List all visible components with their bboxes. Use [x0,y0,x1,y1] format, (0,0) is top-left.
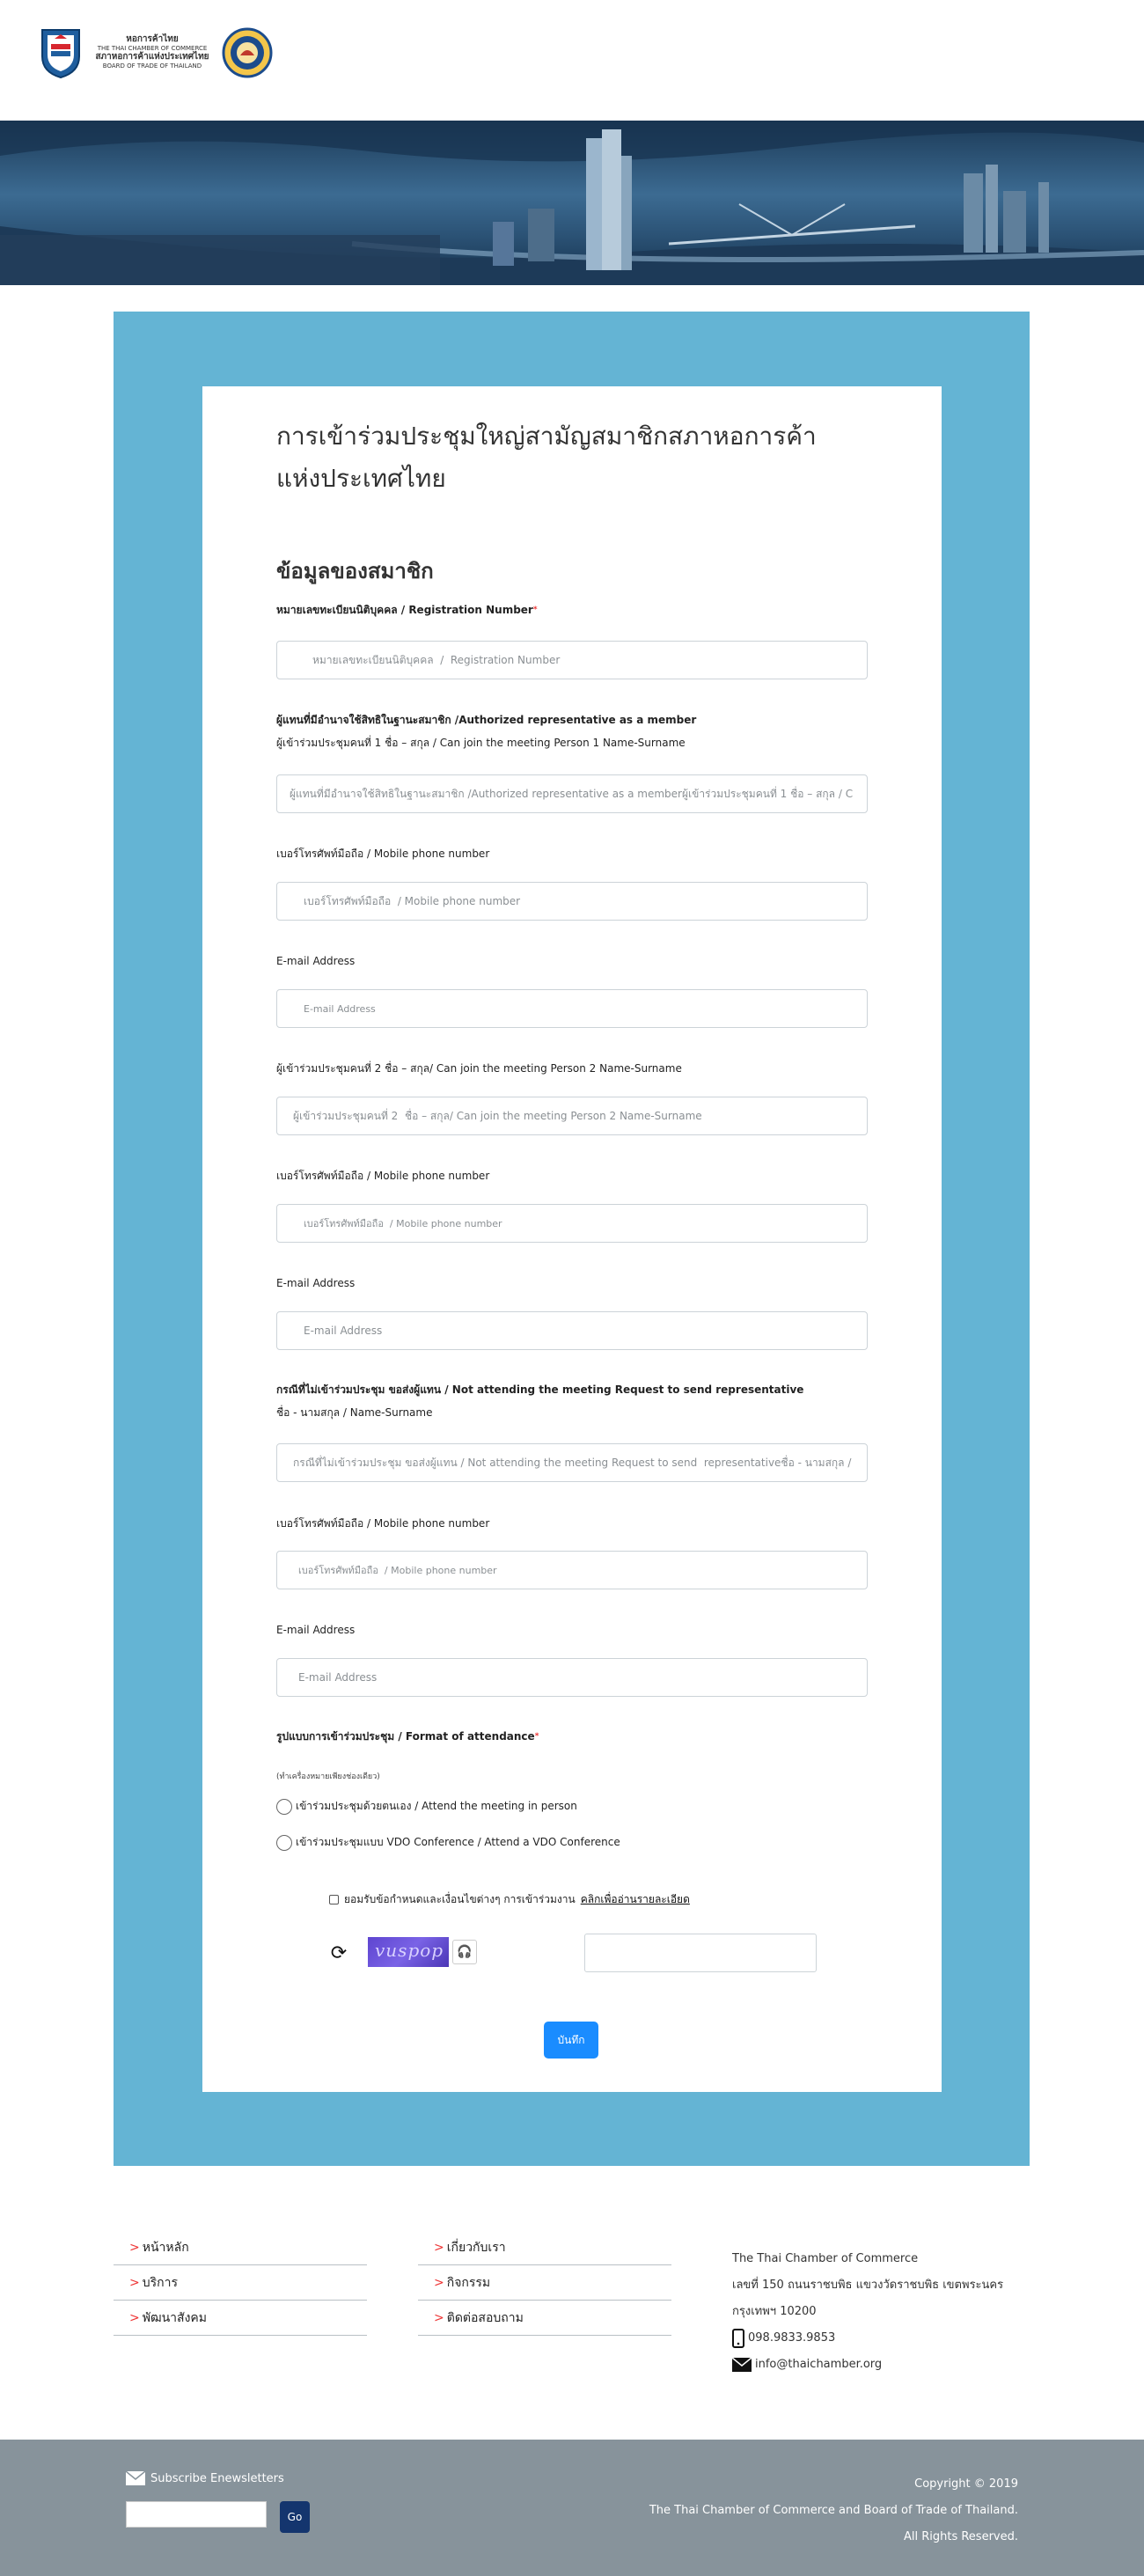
representative-phone-input[interactable] [276,1551,868,1589]
bottom-bar [0,2440,1144,2576]
subscribe-go-button[interactable]: Go [280,2501,310,2533]
contact-phone-row[interactable] [732,2325,1014,2352]
site-header [0,0,1144,121]
subscribe-email-input[interactable] [126,2501,267,2528]
thai-chamber-shield-icon [39,26,83,79]
representative-label: ผู้แทนที่มีอำนาจใช้สิทธิในฐานะสมาชิก /Authorized representative as a member [276,714,697,726]
attendance-format-note: (ทำเครื่องหมายเพียงช่องเดียว) [276,1772,380,1781]
person1-email-input[interactable] [276,989,868,1028]
option-in-person[interactable] [276,1798,577,1815]
option-in-person-label: เข้าร่วมประชุมด้วยตนเอง / Attend the meeting in person [296,1800,577,1812]
person2-name-input[interactable] [276,1097,868,1135]
representative-email-input[interactable] [276,1658,868,1697]
logo-thai-name: หอการค้าไทย [126,34,179,44]
chevron-right-icon: > [129,2276,140,2290]
footer-link-about[interactable] [418,2230,671,2265]
board-of-trade-seal-icon [222,27,273,78]
option-vdo-label: เข้าร่วมประชุมแบบ VDO Conference / Attend a VDO Conference [296,1836,620,1848]
representative-email-label: E-mail Address [276,1624,356,1636]
person2-email-input[interactable] [276,1311,868,1350]
contact-org: The Thai Chamber of Commerce [732,2252,919,2265]
copyright-org: The Thai Chamber of Commerce and Board of Trade of Thailand. [649,2504,1018,2517]
person1-email-label: E-mail Address [276,955,356,967]
copyright-block [649,2471,1018,2550]
contact-info [732,2246,1014,2378]
representative-phone-label: เบอร์โทรศัพท์มือถือ / Mobile phone number [276,1517,490,1530]
subscribe-label: Subscribe Enewsletters [150,2471,284,2485]
contact-phone: 098.9833.9853 [748,2331,836,2345]
footer-link-contact[interactable] [418,2301,671,2336]
person1-phone-label: เบอร์โทรศัพท์มือถือ / Mobile phone number [276,848,490,860]
logo-board-thai: สภาหอการค้าแห่งประเทศไทย [95,52,209,62]
agree-terms-row[interactable] [329,1891,690,1908]
attendance-format-label [276,1728,539,1745]
footer-column-1 [114,2230,367,2336]
footer-link-label: บริการ [142,2276,178,2290]
person2-label: ผู้เข้าร่วมประชุมคนที่ 2 ชื่อ – สกุล/ Can join the meeting Person 2 Name-Surname [276,1062,682,1075]
footer-column-2 [418,2230,671,2336]
person1-name-input[interactable] [276,774,868,813]
person2-phone-input[interactable] [276,1204,868,1243]
subscribe-label-row [126,2471,284,2485]
chevron-right-icon: > [129,2311,140,2325]
attendance-format-text: รูปแบบการเข้าร่วมประชุม / Format of attendance [276,1730,535,1743]
copyright-year: Copyright © 2019 [914,2477,1018,2491]
footer-link-label: เกี่ยวกับเรา [446,2241,506,2255]
captcha-input[interactable] [584,1934,817,1972]
logo-en-name: THE THAI CHAMBER OF COMMERCE [97,45,208,52]
contact-email-row[interactable] [732,2352,1014,2378]
skyline-illustration [0,121,1144,285]
footer-link-services[interactable] [114,2265,367,2301]
captcha-image: vuspop [368,1937,449,1967]
registration-number-input[interactable] [276,641,868,679]
logo-board-en: BOARD OF TRADE OF THAILAND [102,62,202,70]
footer-link-activities[interactable] [418,2265,671,2301]
registration-label-text: หมายเลขทะเบียนนิติบุคคล / Registration Number [276,604,533,616]
section-title: ข้อมูลของสมาชิก [276,559,434,583]
required-mark: * [532,605,538,614]
chevron-right-icon: > [434,2241,444,2255]
absent-label: กรณีที่ไม่เข้าร่วมประชุม ขอส่งผู้แทน / Not attending the meeting Request to send representative [276,1383,804,1396]
required-mark: * [534,1732,539,1741]
agree-text: ยอมรับข้อกำหนดและเงื่อนไขต่างๆ การเข้าร่วมงาน [344,1893,576,1905]
logo-text [95,35,209,70]
agree-checkbox[interactable] [329,1895,339,1904]
contact-address-1: เลขที่ 150 ถนนราชบพิธ แขวงวัดราชบพิธ เขตพระนคร [732,2279,1004,2292]
envelope-icon [732,2358,752,2372]
registration-card [202,386,942,2092]
person1-label: ผู้เข้าร่วมประชุมคนที่ 1 ชื่อ – สกุล / Can join the meeting Person 1 Name-Surname [276,737,686,749]
captcha-audio-icon[interactable]: 🎧 [452,1940,477,1964]
chevron-right-icon: > [129,2241,140,2255]
footer-link-label: พัฒนาสังคม [142,2311,208,2325]
chevron-right-icon: > [434,2311,444,2325]
logo-group[interactable] [39,26,273,79]
footer-link-label: กิจกรรม [446,2276,491,2290]
chevron-right-icon: > [434,2276,444,2290]
page-title: การเข้าร่วมประชุมใหญ่สามัญสมาชิกสภาหอการค้าแห่งประเทศไทย [276,422,817,493]
footer-links [114,2230,1030,2371]
envelope-icon [126,2471,145,2485]
person1-phone-input[interactable] [276,882,868,921]
footer-link-label: หน้าหลัก [142,2241,189,2255]
mobile-phone-icon [732,2329,744,2348]
submit-button[interactable]: บันทึก [544,2022,598,2059]
person2-phone-label: เบอร์โทรศัพท์มือถือ / Mobile phone number [276,1170,490,1182]
radio-vdo-conference[interactable] [276,1835,292,1851]
captcha-refresh-icon[interactable]: ⟳ [330,1942,348,1964]
contact-email: info@thaichamber.org [755,2358,883,2371]
representative-name-input[interactable] [276,1443,868,1482]
copyright-rights: All Rights Reserved. [903,2530,1018,2543]
city-banner [0,121,1144,285]
terms-details-link[interactable]: คลิกเพื่ออ่านรายละเอียด [580,1893,690,1905]
footer-link-label: ติดต่อสอบถาม [446,2311,524,2325]
footer-link-social-dev[interactable] [114,2301,367,2336]
footer-link-home[interactable] [114,2230,367,2265]
radio-in-person[interactable] [276,1799,292,1815]
contact-address-2: กรุงเทพฯ 10200 [732,2305,817,2318]
absent-name-label: ชื่อ - นามสกุล / Name-Surname [276,1406,433,1419]
person2-email-label: E-mail Address [276,1277,356,1289]
registration-label [276,601,538,619]
option-vdo-conference[interactable] [276,1834,620,1851]
